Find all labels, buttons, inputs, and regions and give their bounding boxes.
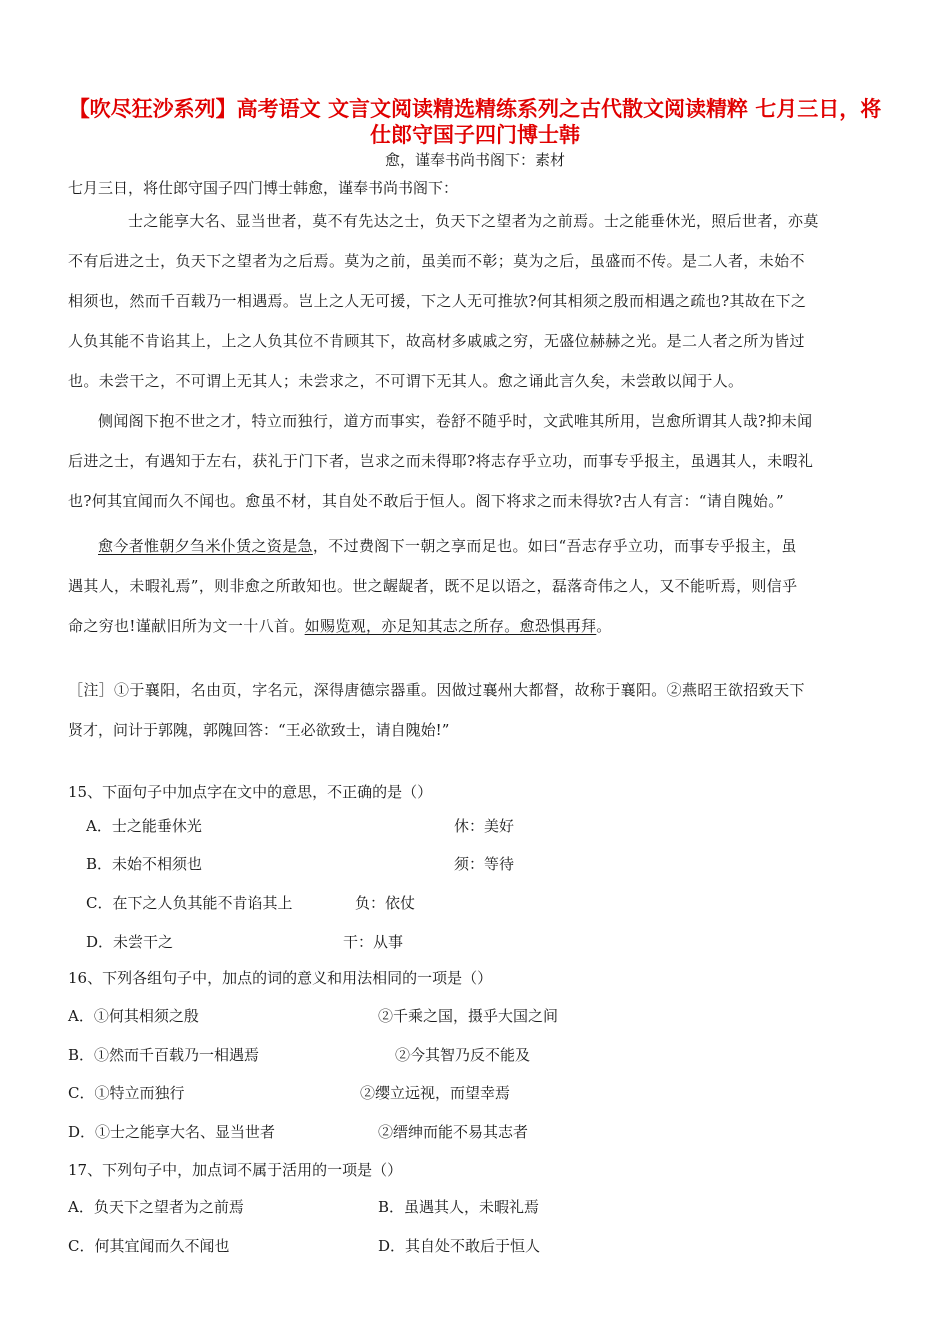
passage-text: 命之穷也!谨献旧所为文一十八首。	[68, 617, 305, 635]
q15-option-c: C．在下之人负其能不肯谄其上	[86, 894, 293, 912]
q15-option-c-meaning: 负：依仗	[355, 894, 416, 912]
q15-option-d-meaning: 干：从事	[343, 933, 404, 951]
q16-option-a-second: ②千乘之国，摄乎大国之间	[378, 1007, 559, 1025]
notes-line: ［注］①于襄阳，名由页，字名元，深得唐德宗器重。因做过襄州大都督，故称于襄阳。②燕昭王欲招致天下	[68, 681, 805, 699]
question-17-stem: 17、下列句子中，加点词不属于活用的一项是（）	[68, 1161, 403, 1179]
passage-text: 。	[596, 617, 612, 635]
q16-option-d-second: ②缙绅而能不易其志者	[378, 1123, 529, 1141]
document-subtitle: 愈，谨奉书尚书阁下：素材	[384, 151, 565, 169]
passage-line: 士之能享大名、显当世者，莫不有先达之士，负天下之望者为之前焉。士之能垂休光，照后世者，亦莫	[128, 212, 819, 230]
passage-text: ，不过费阁下一朝之享而足也。如曰“吾志存乎立功，而事专乎报主，虽	[312, 537, 797, 555]
passage-line: 侧闻阁下抱不世之才，特立而独行，道方而事实，卷舒不随乎时，文武唯其所用，岂愈所谓其人哉?抑未闻	[98, 412, 813, 430]
q17-option-a: A．负天下之望者为之前焉	[68, 1198, 244, 1216]
q15-option-b-meaning: 须：等待	[454, 855, 515, 873]
q15-option-d: D．未尝干之	[86, 933, 174, 951]
document-title: 【吹尽狂沙系列】高考语文 文言文阅读精选精练系列之古代散文阅读精粹 七月三日，将仕郎守国子四门博士韩	[68, 97, 882, 147]
question-16-stem: 16、下列各组句子中，加点的词的意义和用法相同的一项是（）	[68, 969, 493, 987]
q17-option-b: B．虽遇其人，未暇礼焉	[378, 1198, 540, 1216]
q16-option-b-second: ②今其智乃反不能及	[395, 1046, 531, 1064]
q17-option-d: D．其自处不敢后于恒人	[378, 1237, 541, 1255]
q15-option-a-meaning: 休：美好	[454, 817, 515, 835]
q15-option-b: B．未始不相须也	[86, 855, 203, 873]
q16-option-a: A．①何其相须之殷	[68, 1007, 199, 1025]
passage-line: 也?何其宜闻而久不闻也。愈虽不材，其自处不敢后于恒人。阁下将求之而未得欤?古人有言：“请自隗始。”	[68, 492, 785, 510]
underlined-sentence: 愈今者惟朝夕刍米仆赁之资是急	[98, 537, 313, 555]
question-15-stem: 15、下面句子中加点字在文中的意思，不正确的是（）	[68, 783, 433, 801]
passage-line: 相须也，然而千百载乃一相遇焉。岂上之人无可援，下之人无可推欤?何其相须之殷而相遇之疏也?其故在下之	[68, 292, 807, 310]
q16-option-c: C．①特立而独行	[68, 1084, 185, 1102]
notes-line: 贤才，问计于郭隗，郭隗回答：“王必欲致士，请自隗始!”	[68, 721, 450, 739]
passage-line: 遇其人，未暇礼焉”，则非愈之所敢知也。世之龌龊者，既不足以语之，磊落奇伟之人，又不能听焉，则信乎	[68, 577, 798, 595]
q15-option-a: A．士之能垂休光	[86, 817, 202, 835]
passage-opening: 七月三日，将仕郎守国子四门博士韩愈，谨奉书尚书阁下：	[68, 179, 459, 197]
q16-option-c-second: ②缨立远视，而望幸焉	[360, 1084, 511, 1102]
passage-line: 也。未尝干之，不可谓上无其人；未尝求之，不可谓下无其人。愈之诵此言久矣，未尝敢以闻于人。	[68, 372, 744, 390]
passage-line	[98, 536, 797, 556]
passage-line: 不有后进之士，负天下之望者为之后焉。莫为之前，虽美而不彰；莫为之后，虽盛而不传。是二人者，未始不	[68, 252, 805, 270]
underlined-sentence: 如赐览观，亦足知其志之所存。愈恐惧再拜	[304, 617, 597, 635]
passage-line: 人负其能不肯谄其上，上之人负其位不肯顾其下，故高材多戚戚之穷，无盛位赫赫之光。是二人者之所为皆过	[68, 332, 805, 350]
q16-option-d: D．①士之能享大名、显当世者	[68, 1123, 276, 1141]
passage-line: 后进之士，有遇知于左右，获礼于门下者，岂求之而未得耶?将志存乎立功，而事专乎报主，虽遇其人，未暇礼	[68, 452, 814, 470]
passage-line	[68, 616, 612, 636]
q17-option-c: C．何其宜闻而久不闻也	[68, 1237, 230, 1255]
q16-option-b: B．①然而千百载乃一相遇焉	[68, 1046, 260, 1064]
